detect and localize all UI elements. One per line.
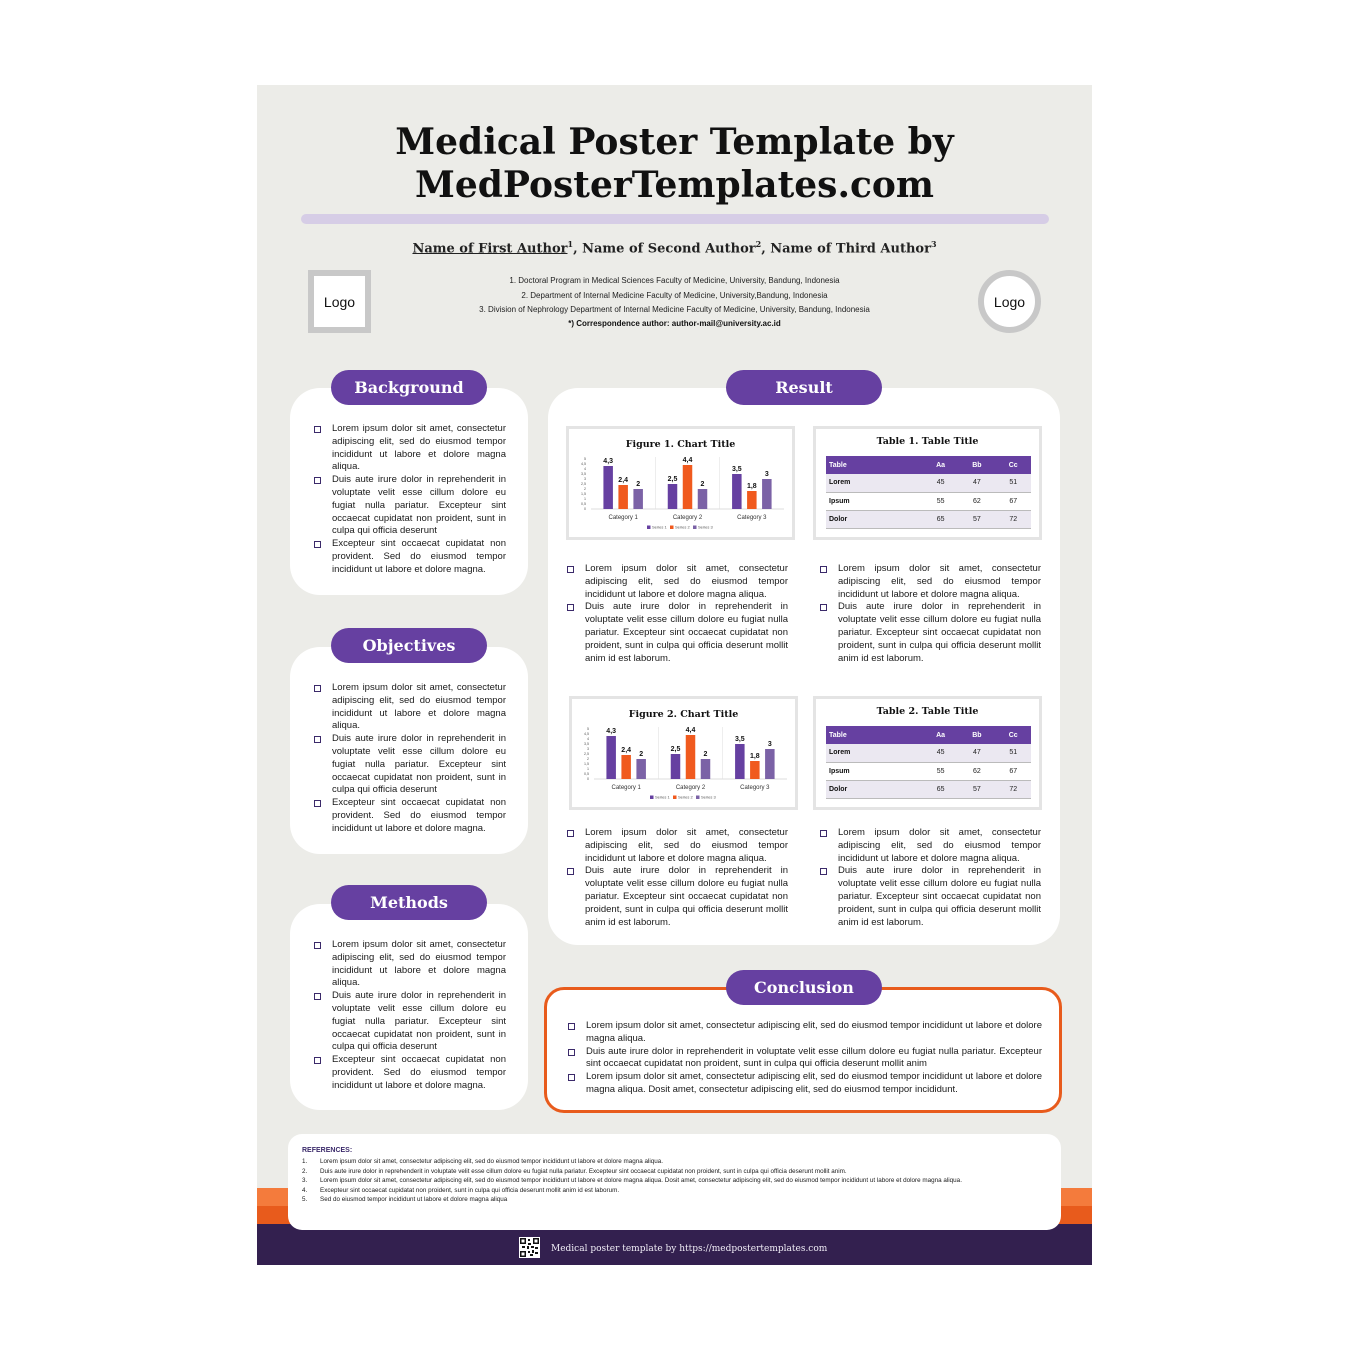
list-item: Lorem ipsum dolor sit amet, consectetur adipiscing elit, sed do eiusmod tempor incididunt ut labore et dolore magna aliqua. Dosit amet, consectetur adipiscing elit, sed do eiusmod tempor incididunt. — [568, 1071, 1042, 1097]
y-tick-label: 1 — [587, 767, 589, 772]
list-item: Lorem ipsum dolor sit amet, consectetur adipiscing elit, sed do eiusmod tempor incididunt ut labore et dolore magna aliqua. — [314, 939, 506, 990]
table-row — [826, 474, 1031, 492]
table-header: Cc — [995, 726, 1031, 744]
table-header: Table — [826, 456, 923, 474]
list-item: Lorem ipsum dolor sit amet, consectetur adipiscing elit, sed do eiusmod tempor incididunt ut labore et dolore magna aliqua. — [314, 682, 506, 733]
list-item: Duis aute irure dolor in reprehenderit in voluptate velit esse cillum dolore eu fugiat nulla pariatur. Excepteur sint occaecat cupidatat non proident, sunt in culpa qui officia deserunt mollit anim id est laborum. — [567, 601, 788, 665]
list-item: Duis aute irure dolor in reprehenderit in voluptate velit esse cillum dolore eu fugiat nulla pariatur. Excepteur sint occaecat cupidatat non proident, sunt in culpa qui officia deserunt — [314, 733, 506, 797]
y-tick-label: 2,5 — [584, 752, 589, 757]
bar — [636, 759, 646, 779]
data-label: 2 — [636, 481, 641, 488]
logo-left: Logo — [308, 270, 371, 333]
references-panel — [288, 1134, 1061, 1230]
figure-2-title: Figure 2. Chart Title — [628, 709, 739, 720]
table-cell: 67 — [995, 492, 1031, 510]
table-row — [826, 492, 1031, 510]
reference-text: Duis aute irure dolor in reprehenderit in voluptate velit esse cillum dolore eu fugiat nulla pariatur. Excepteur sint occaecat cupidatat non proident, sunt in culpa qui officia deserunt mollit anim. — [320, 1167, 847, 1175]
list-item: Duis aute irure dolor in reprehenderit in voluptate velit esse cillum dolore eu fugiat nulla pariatur. Excepteur sint occaecat cupidatat non proident, sunt in culpa qui officia deserunt — [314, 474, 506, 538]
methods-list — [314, 939, 506, 1093]
bar — [633, 489, 643, 509]
data-label: 4,3 — [603, 458, 614, 465]
table-cell: Ipsum — [826, 492, 923, 510]
legend-swatch — [647, 526, 651, 530]
table-header-row — [826, 726, 1031, 744]
table-cell: 62 — [958, 762, 995, 780]
affiliations — [427, 274, 922, 318]
affiliation-3: 3. Division of Nephrology Department of Internal Medicine Faculty of Medicine, University, Bandung, Indonesia — [479, 305, 870, 314]
table-cell: Lorem — [826, 744, 923, 762]
table-header: Bb — [958, 726, 995, 744]
reference-text: Excepteur sint occaecat cupidatat non proident, sunt in culpa qui officia deserunt mollit anim id est laborum. — [320, 1186, 620, 1194]
footer-text: Medical poster template by https://medpostertemplates.com — [551, 1244, 828, 1254]
table-cell: 65 — [923, 780, 959, 798]
list-item: Duis aute irure dolor in reprehenderit in voluptate velit esse cillum dolore eu fugiat nulla pariatur. Excepteur sint occaecat cupidatat non proident, sunt in culpa qui officia deserunt mollit anim — [568, 1046, 1042, 1072]
table-header-row — [826, 456, 1031, 474]
conclusion-list — [568, 1020, 1042, 1097]
table-cell: 47 — [958, 474, 995, 492]
table-2 — [826, 726, 1031, 799]
y-tick-label: 2 — [587, 757, 589, 762]
author-3-sup: 3 — [930, 239, 937, 249]
conclusion-heading: Conclusion — [726, 970, 882, 1005]
references-list — [302, 1157, 1052, 1205]
author-list: Name of First Author$^1$, Name of Second Author$^2$, Name of Third Author$^3$ — [412, 239, 937, 257]
figure-1 — [566, 426, 795, 540]
author-3: Name of Third Author — [770, 241, 931, 257]
legend-swatch — [670, 526, 674, 530]
data-label: 3 — [767, 741, 772, 748]
table-cell: 57 — [958, 510, 995, 528]
data-label: 4,3 — [606, 728, 617, 735]
table-row — [826, 762, 1031, 780]
y-tick-label: 2 — [584, 487, 586, 492]
author-2: Name of Second Author — [582, 241, 756, 257]
table-row — [826, 744, 1031, 762]
table-2-box — [813, 696, 1042, 810]
bar — [735, 744, 745, 779]
table-header: Cc — [995, 456, 1031, 474]
table-cell: Ipsum — [826, 762, 923, 780]
table-1-title: Table 1. Table Title — [876, 436, 979, 447]
y-tick-label: 4,5 — [581, 462, 586, 467]
reference-text: Lorem ipsum dolor sit amet, consectetur adipiscing elit, sed do eiusmod tempor incididunt ut labore et dolore magna aliqua. — [320, 1158, 664, 1165]
x-tick-label: Category 2 — [675, 785, 706, 791]
list-item: Lorem ipsum dolor sit amet, consectetur adipiscing elit, sed do eiusmod tempor incididunt ut labore et dolore magna aliqua. — [567, 827, 788, 865]
qr-code-icon — [519, 1237, 540, 1258]
table-cell: 47 — [958, 744, 995, 762]
list-item: Excepteur sint occaecat cupidatat non provident. Sed do eiusmod tempor incididunt ut labore et dolore magna. — [314, 797, 506, 835]
table-cell: 72 — [995, 510, 1031, 528]
y-tick-label: 4,5 — [584, 732, 589, 737]
data-label: 4,4 — [685, 727, 696, 734]
y-tick-label: 1 — [584, 497, 586, 502]
table-row — [826, 510, 1031, 528]
x-tick-label: Category 1 — [608, 515, 638, 521]
objectives-list — [314, 682, 506, 836]
conclusion-panel — [544, 987, 1062, 1113]
bar — [606, 736, 616, 779]
list-item: Duis aute irure dolor in reprehenderit in voluptate velit esse cillum dolore eu fugiat nulla pariatur. Excepteur sint occaecat cupidatat non proident, sunt in culpa qui officia deserunt mollit anim id est laborum. — [820, 865, 1041, 929]
background-heading: Background — [331, 370, 487, 405]
author-1-sup: 1 — [567, 239, 574, 249]
correspondence: *) Correspondence author: author-mail@university.ac.id — [568, 319, 781, 328]
bar — [603, 466, 613, 509]
author-2-sup: 2 — [755, 239, 762, 249]
table-header: Table — [826, 726, 923, 744]
table-header: Bb — [958, 456, 995, 474]
y-tick-label: 4 — [584, 467, 586, 472]
legend-label: Series 1 — [655, 794, 670, 800]
data-label: 2 — [700, 481, 705, 488]
legend-label: Series 3 — [698, 524, 713, 530]
bar — [747, 491, 757, 509]
objectives-heading: Objectives — [331, 628, 487, 663]
affiliation-2: 2. Department of Internal Medicine Faculty of Medicine, University,Bandung, Indonesia — [521, 290, 828, 300]
table-1 — [826, 456, 1031, 529]
legend-label: Series 3 — [701, 794, 716, 800]
background-panel — [290, 388, 528, 595]
bar — [671, 754, 681, 779]
result-list-1 — [567, 563, 788, 665]
title-line-2: MedPosterTemplates.com — [415, 164, 934, 206]
poster-title — [257, 121, 1092, 207]
table-2-title: Table 2. Table Title — [876, 706, 979, 717]
y-tick-label: 0 — [587, 777, 589, 782]
list-item: Lorem ipsum dolor sit amet, consectetur adipiscing elit, sed do eiusmod tempor incididunt ut labore et dolore magna aliqua. — [567, 563, 788, 601]
author-1: Name of First Author — [412, 241, 568, 257]
bar — [618, 485, 628, 509]
list-item: 1. Lorem ipsum dolor sit amet, consectetur adipiscing elit, sed do eiusmod tempor incididunt ut labore et dolore magna aliqua. — [302, 1158, 664, 1165]
legend-swatch — [673, 796, 677, 800]
reference-text: Sed do eiusmod tempor incididunt ut labore et dolore magna aliqua — [320, 1196, 508, 1204]
table-cell: 51 — [995, 744, 1031, 762]
list-item: Lorem ipsum dolor sit amet, consectetur adipiscing elit, sed do eiusmod tempor incididunt ut labore et dolore magna aliqua. — [314, 423, 506, 474]
data-label: 3,5 — [734, 736, 745, 743]
poster — [257, 85, 1092, 1265]
table-cell: 55 — [923, 492, 959, 510]
table-row — [826, 780, 1031, 798]
table-cell: 45 — [923, 744, 959, 762]
table-cell: Lorem — [826, 474, 923, 492]
table-header: Aa — [923, 726, 959, 744]
x-tick-label: Category 2 — [672, 515, 703, 521]
y-tick-label: 5 — [587, 727, 589, 732]
methods-heading: Methods — [331, 885, 487, 920]
result-heading: Result — [726, 370, 882, 405]
table-cell: 45 — [923, 474, 959, 492]
bar — [668, 484, 678, 509]
y-tick-label: 1,5 — [584, 762, 589, 767]
legend-label: Series 1 — [652, 524, 667, 530]
data-label: 3,5 — [731, 466, 742, 473]
list-item: Duis aute irure dolor in reprehenderit in voluptate velit esse cillum dolore eu fugiat nulla pariatur. Excepteur sint occaecat cupidatat non proident, sunt in culpa qui officia deserunt mollit anim id est laborum. — [567, 865, 788, 929]
list-item: 3. Lorem ipsum dolor sit amet, consectetur adipiscing elit, sed do eiusmod tempor incididunt ut labore et dolore magna aliqua. Dosit amet, consectetur adipiscing elit, sed do eiusmod tempor incididunt ut labore et dolore magna aliqua. — [302, 1177, 962, 1185]
objectives-panel — [290, 647, 528, 854]
table-cell: 57 — [958, 780, 995, 798]
y-tick-label: 3 — [584, 477, 586, 482]
legend-swatch — [650, 796, 654, 800]
y-tick-label: 0,5 — [581, 502, 586, 507]
data-label: 2 — [639, 751, 644, 758]
data-label: 3 — [764, 471, 769, 478]
bar — [683, 465, 693, 509]
data-label: 2,4 — [621, 747, 632, 754]
y-tick-label: 3,5 — [581, 472, 586, 477]
table-header: Aa — [923, 456, 959, 474]
legend-label: Series 2 — [675, 524, 690, 530]
x-tick-label: Category 1 — [611, 785, 641, 791]
list-item: 5. Sed do eiusmod tempor incididunt ut labore et dolore magna aliqua — [302, 1196, 508, 1204]
table-cell: 67 — [995, 762, 1031, 780]
background-list — [314, 423, 506, 577]
methods-panel — [290, 904, 528, 1110]
list-item: Excepteur sint occaecat cupidatat non provident. Sed do eiusmod tempor incididunt ut labore et dolore magna. — [314, 1054, 506, 1092]
data-label: 1,8 — [746, 483, 757, 490]
bar — [621, 755, 631, 779]
figure-1-title: Figure 1. Chart Title — [625, 439, 736, 450]
data-label: 2,5 — [670, 746, 681, 753]
legend-label: Series 2 — [678, 794, 693, 800]
table-cell: Dolor — [826, 780, 923, 798]
bar — [686, 735, 696, 779]
list-item: Duis aute irure dolor in reprehenderit in voluptate velit esse cillum dolore eu fugiat nulla pariatur. Excepteur sint occaecat cupidatat non proident, sunt in culpa qui officia deserunt mollit anim id est laborum. — [820, 601, 1041, 665]
result-list-3 — [567, 827, 788, 929]
list-item: Duis aute irure dolor in reprehenderit in voluptate velit esse cillum dolore eu fugiat nulla pariatur. Excepteur sint occaecat cupidatat non proident, sunt in culpa qui officia deserunt — [314, 990, 506, 1054]
table-cell: 55 — [923, 762, 959, 780]
y-tick-label: 0 — [584, 507, 586, 512]
list-item: Lorem ipsum dolor sit amet, consectetur adipiscing elit, sed do eiusmod tempor incididunt ut labore et dolore magna aliqua. — [820, 563, 1041, 601]
bar — [732, 474, 742, 509]
legend-swatch — [693, 526, 697, 530]
title-underline-bar — [301, 214, 1049, 224]
x-tick-label: Category 3 — [737, 515, 767, 521]
result-list-2 — [820, 563, 1041, 665]
data-label: 2 — [703, 751, 708, 758]
data-label: 1,8 — [749, 753, 760, 760]
figure-2 — [569, 696, 798, 810]
figure-2-chart — [572, 699, 795, 807]
table-cell: 65 — [923, 510, 959, 528]
data-label: 2,5 — [667, 476, 678, 483]
table-cell: 51 — [995, 474, 1031, 492]
references-title: REFERENCES: — [302, 1147, 353, 1154]
legend-swatch — [696, 796, 700, 800]
y-tick-label: 3 — [587, 747, 589, 752]
bar — [698, 489, 708, 509]
y-tick-label: 2,5 — [581, 482, 586, 487]
data-label: 4,4 — [682, 457, 693, 464]
affiliation-1: 1. Doctoral Program in Medical Sciences Faculty of Medicine, University, Bandung, Indonesia — [509, 276, 840, 285]
reference-text: Lorem ipsum dolor sit amet, consectetur adipiscing elit, sed do eiusmod tempor incididunt ut labore et dolore magna aliqua. Dosit amet, consectetur adipiscing elit, sed do eiusmod tempor incididunt ut labore et dolore magna aliqua. — [320, 1177, 962, 1185]
list-item: Lorem ipsum dolor sit amet, consectetur adipiscing elit, sed do eiusmod tempor incididunt ut labore et dolore magna aliqua. — [820, 827, 1041, 865]
list-item: Lorem ipsum dolor sit amet, consectetur adipiscing elit, sed do eiusmod tempor incididunt ut labore et dolore magna aliqua. — [568, 1020, 1042, 1046]
table-cell: 72 — [995, 780, 1031, 798]
y-tick-label: 1,5 — [581, 492, 586, 497]
figure-1-chart — [569, 429, 792, 537]
data-label: 2,4 — [618, 477, 629, 484]
bar — [701, 759, 711, 779]
list-item: 2. Duis aute irure dolor in reprehenderit in voluptate velit esse cillum dolore eu fugiat nulla pariatur. Excepteur sint occaecat cupidatat non proident, sunt in culpa qui officia deserunt mollit anim. — [302, 1167, 847, 1175]
logo-right: Logo — [978, 270, 1041, 333]
x-tick-label: Category 3 — [740, 785, 770, 791]
y-tick-label: 5 — [584, 457, 586, 462]
list-item: Excepteur sint occaecat cupidatat non provident. Sed do eiusmod tempor incididunt ut labore et dolore magna. — [314, 538, 506, 576]
title-line-1: Medical Poster Template by — [395, 121, 954, 163]
list-item: 4. Excepteur sint occaecat cupidatat non proident, sunt in culpa qui officia deserunt mollit anim id est laborum. — [302, 1186, 620, 1194]
table-cell: Dolor — [826, 510, 923, 528]
result-list-4 — [820, 827, 1041, 929]
bar — [765, 749, 775, 779]
y-tick-label: 0,5 — [584, 772, 589, 777]
bar — [750, 761, 760, 779]
bar — [762, 479, 772, 509]
table-cell: 62 — [958, 492, 995, 510]
y-tick-label: 4 — [587, 737, 589, 742]
table-1-box — [813, 426, 1042, 540]
y-tick-label: 3,5 — [584, 742, 589, 747]
